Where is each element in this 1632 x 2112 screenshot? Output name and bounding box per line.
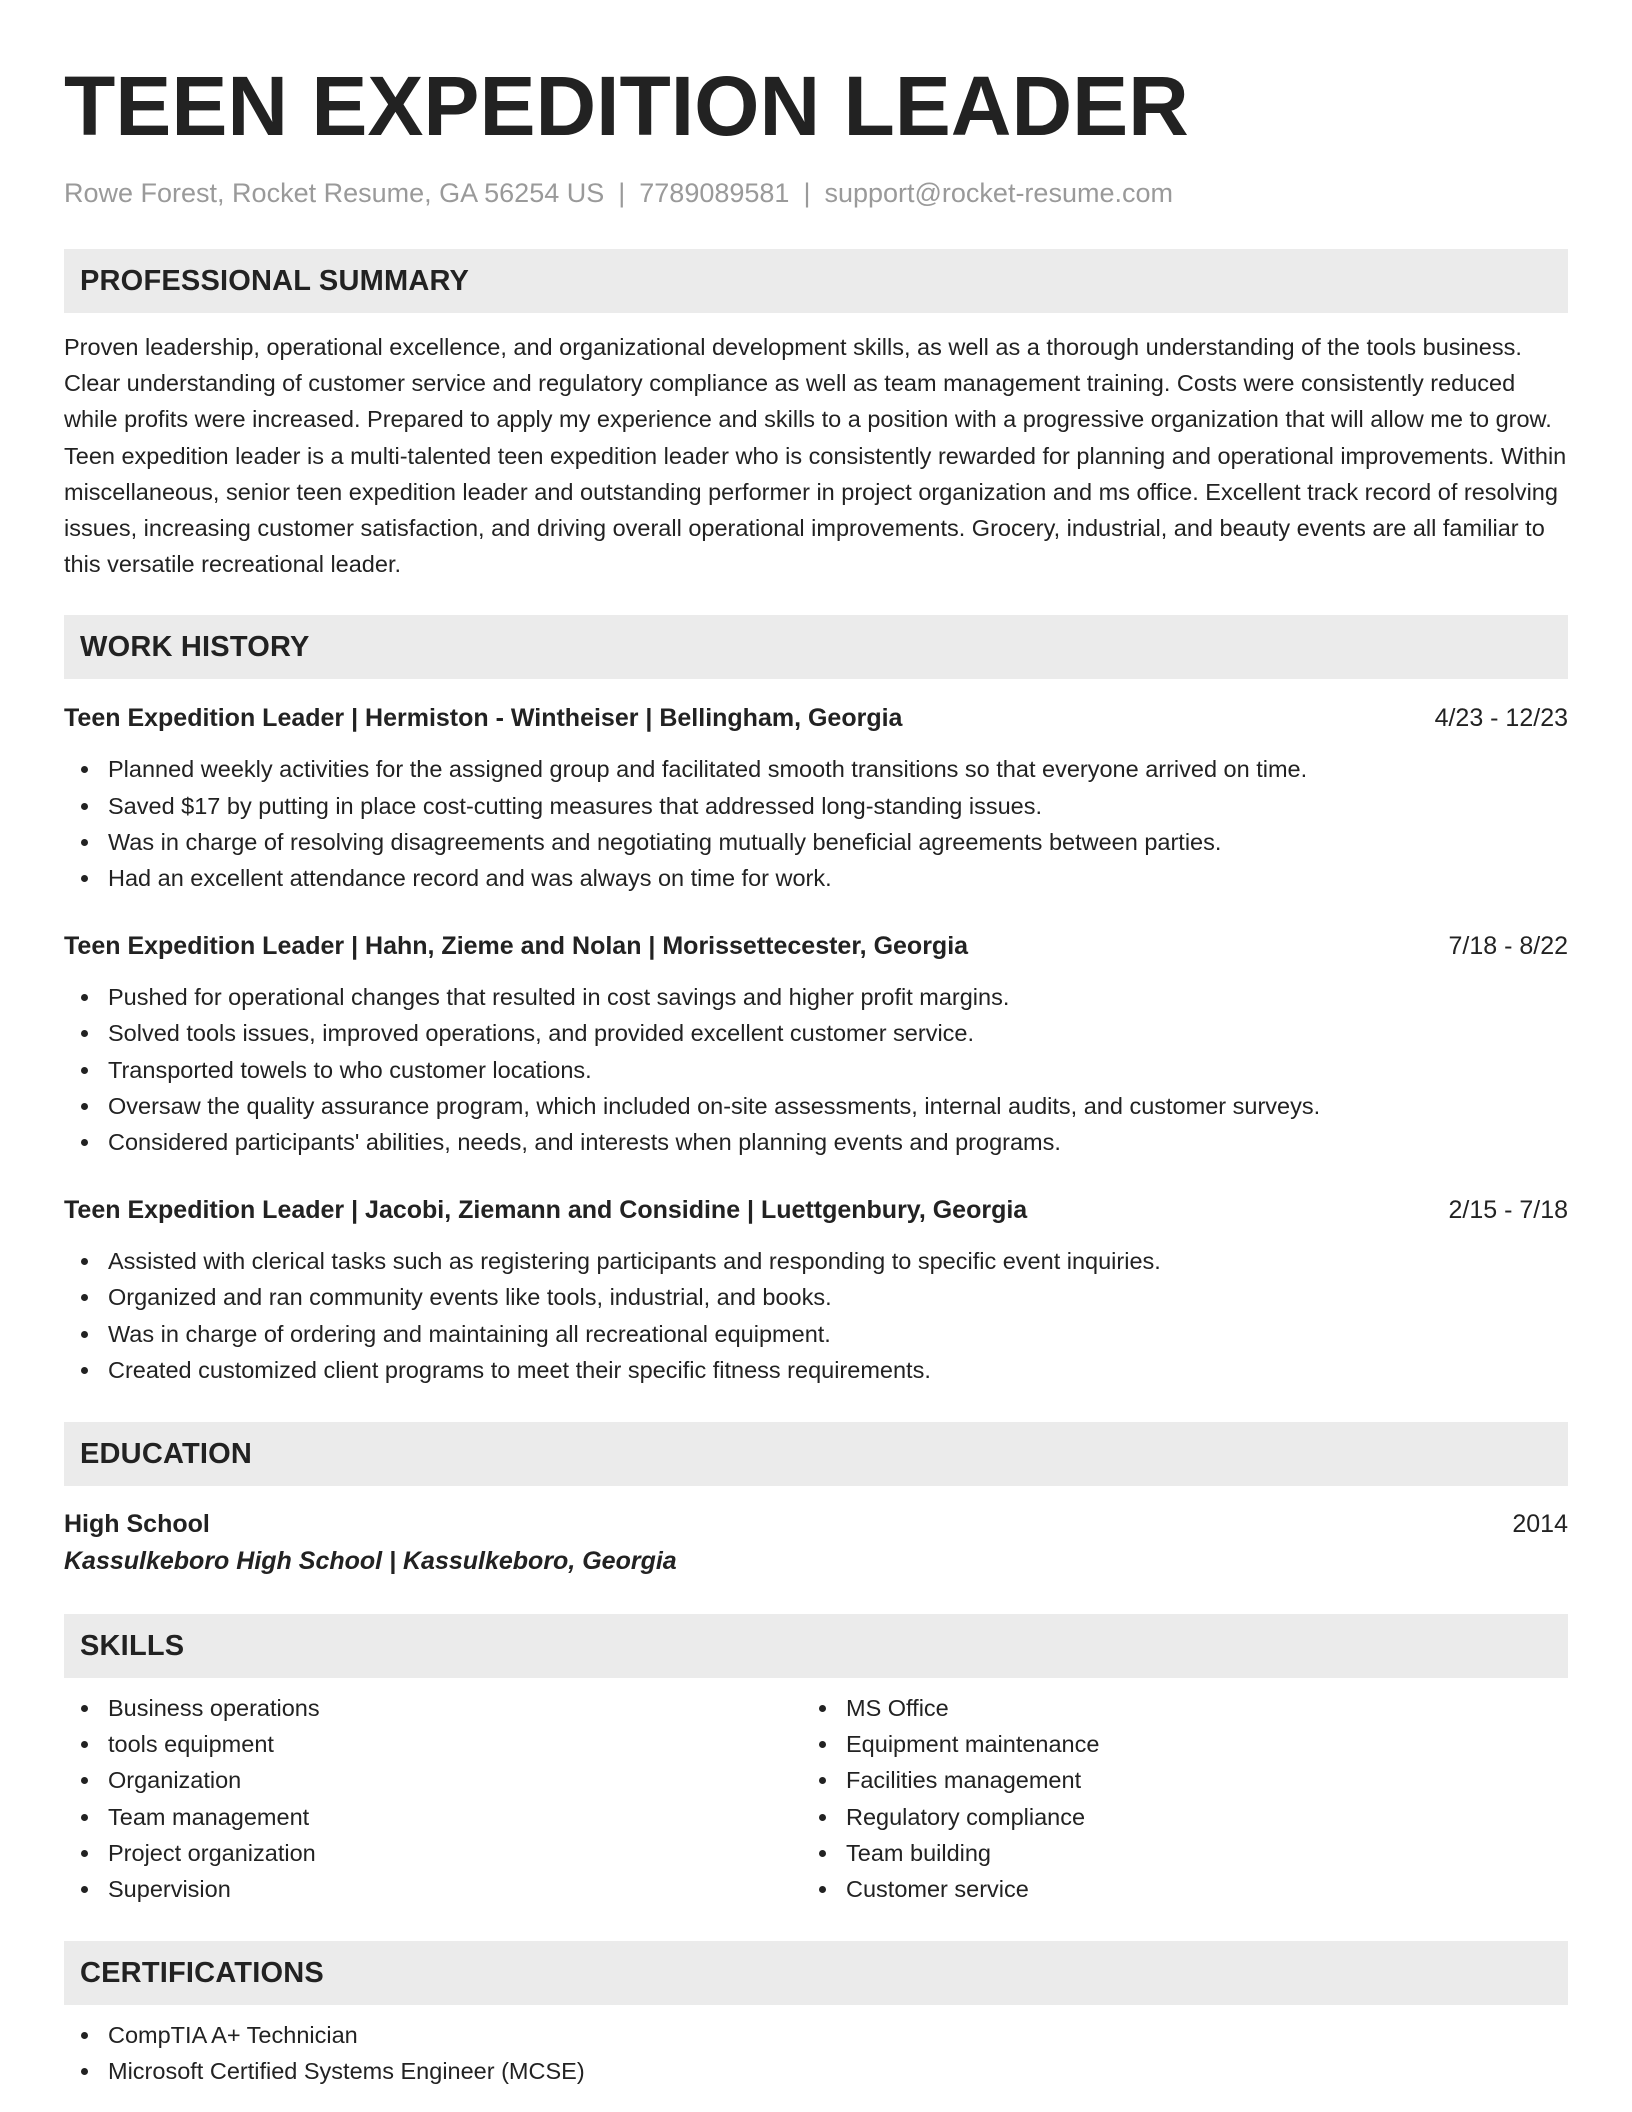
- job-bullet: Saved $17 by putting in place cost-cutting measures that addressed long-standing issues.: [64, 788, 1568, 824]
- job-bullets: [64, 979, 1568, 1160]
- contact-email: support@rocket-resume.com: [824, 178, 1173, 208]
- education-year: 2014: [1512, 1510, 1568, 1539]
- skill-item: Organization: [64, 1762, 802, 1798]
- skill-item: Project organization: [64, 1835, 802, 1871]
- contact-line: [64, 176, 1568, 210]
- job-header: [64, 701, 1568, 735]
- summary-section: [64, 249, 1568, 582]
- skills-heading: SKILLS: [64, 1614, 1568, 1678]
- job-bullet: Organized and ran community events like tools, industrial, and books.: [64, 1279, 1568, 1315]
- job-bullet: Assisted with clerical tasks such as registering participants and responding to specific event inquiries.: [64, 1243, 1568, 1279]
- education-entry: [64, 1506, 1568, 1580]
- skill-item: Regulatory compliance: [802, 1799, 1540, 1835]
- certification-item: CompTIA A+ Technician: [64, 2017, 1568, 2053]
- education-heading: EDUCATION: [64, 1422, 1568, 1486]
- job-header: [64, 929, 1568, 963]
- skills-list-right: [802, 1690, 1540, 1907]
- job-bullet: Pushed for operational changes that resulted in cost savings and higher profit margins.: [64, 979, 1568, 1015]
- education-school: Kassulkeboro High School | Kassulkeboro, Georgia: [64, 1547, 677, 1576]
- work-history-heading: WORK HISTORY: [64, 615, 1568, 679]
- skills-column-left: [64, 1690, 802, 1907]
- job-entry: [64, 929, 1568, 1160]
- contact-phone: 7789089581: [639, 178, 790, 208]
- candidate-name: TEEN EXPEDITION LEADER: [64, 59, 1189, 153]
- job-bullet: Transported towels to who customer locations.: [64, 1052, 1568, 1088]
- job-entry: [64, 701, 1568, 896]
- job-dates: 7/18 - 8/22: [1448, 932, 1568, 961]
- skills-column-right: [802, 1690, 1540, 1907]
- certifications-heading: CERTIFICATIONS: [64, 1941, 1568, 2005]
- skill-item: tools equipment: [64, 1726, 802, 1762]
- skill-item: Business operations: [64, 1690, 802, 1726]
- skills-list-left: [64, 1690, 802, 1907]
- skill-item: Team building: [802, 1835, 1540, 1871]
- skill-item: Customer service: [802, 1871, 1540, 1907]
- education-degree: High School: [64, 1510, 210, 1539]
- education-header: [64, 1506, 1568, 1542]
- skills-grid: [64, 1690, 1568, 1907]
- skill-item: MS Office: [802, 1690, 1540, 1726]
- certification-item: Microsoft Certified Systems Engineer (MCSE): [64, 2053, 1568, 2089]
- job-bullet: Solved tools issues, improved operations, and provided excellent customer service.: [64, 1015, 1568, 1051]
- job-header: [64, 1193, 1568, 1227]
- job-title: Teen Expedition Leader | Hermiston - Wintheiser | Bellingham, Georgia: [64, 704, 903, 733]
- contact-address: Rowe Forest, Rocket Resume, GA 56254 US: [64, 178, 605, 208]
- certifications-list: [64, 2017, 1568, 2089]
- job-bullet: Was in charge of resolving disagreements and negotiating mutually beneficial agreements between parties.: [64, 824, 1568, 860]
- job-bullets: [64, 751, 1568, 896]
- job-bullets: [64, 1243, 1568, 1388]
- contact-separator: |: [803, 178, 811, 208]
- job-bullet: Planned weekly activities for the assigned group and facilitated smooth transitions so that everyone arrived on time.: [64, 751, 1568, 787]
- job-bullet: Oversaw the quality assurance program, which included on-site assessments, internal audits, and customer surveys.: [64, 1088, 1568, 1124]
- job-title: Teen Expedition Leader | Jacobi, Ziemann and Considine | Luettgenbury, Georgia: [64, 1196, 1028, 1225]
- job-bullet: Had an excellent attendance record and was always on time for work.: [64, 860, 1568, 896]
- job-bullet: Considered participants' abilities, needs, and interests when planning events and programs.: [64, 1124, 1568, 1160]
- skill-item: Equipment maintenance: [802, 1726, 1540, 1762]
- job-title: Teen Expedition Leader | Hahn, Zieme and Nolan | Morissettecester, Georgia: [64, 932, 969, 961]
- job-entry: [64, 1193, 1568, 1388]
- job-dates: 4/23 - 12/23: [1434, 704, 1568, 733]
- certifications-section: [64, 1941, 1568, 2089]
- summary-text: Proven leadership, operational excellence, and organizational development skills, as well as a thorough understanding of the tools business. Clear understanding of customer service and regulatory compliance as well as team management training. Costs were consistently reduced while profits were increased. Prepared to apply my experience and skills to a position with a progressive organization that will allow me to grow. Teen expedition leader is a multi-talented teen expedition leader who is consistently rewarded for planning and operational improvements. Within miscellaneous, senior teen expedition leader and outstanding performer in project organization and ms office. Excellent track record of resolving issues, increasing customer satisfaction, and driving overall operational improvements. Grocery, industrial, and beauty events are all familiar to this versatile recreational leader.: [64, 334, 1567, 578]
- skill-item: Supervision: [64, 1871, 802, 1907]
- job-bullet: Created customized client programs to meet their specific fitness requirements.: [64, 1352, 1568, 1388]
- job-dates: 2/15 - 7/18: [1448, 1196, 1568, 1225]
- skill-item: Facilities management: [802, 1762, 1540, 1798]
- education-section: [64, 1422, 1568, 1580]
- contact-separator: |: [618, 178, 626, 208]
- summary-heading: PROFESSIONAL SUMMARY: [64, 249, 1568, 313]
- work-history-section: [64, 615, 1568, 1388]
- job-bullet: Was in charge of ordering and maintaining all recreational equipment.: [64, 1316, 1568, 1352]
- skills-section: [64, 1614, 1568, 1907]
- skill-item: Team management: [64, 1799, 802, 1835]
